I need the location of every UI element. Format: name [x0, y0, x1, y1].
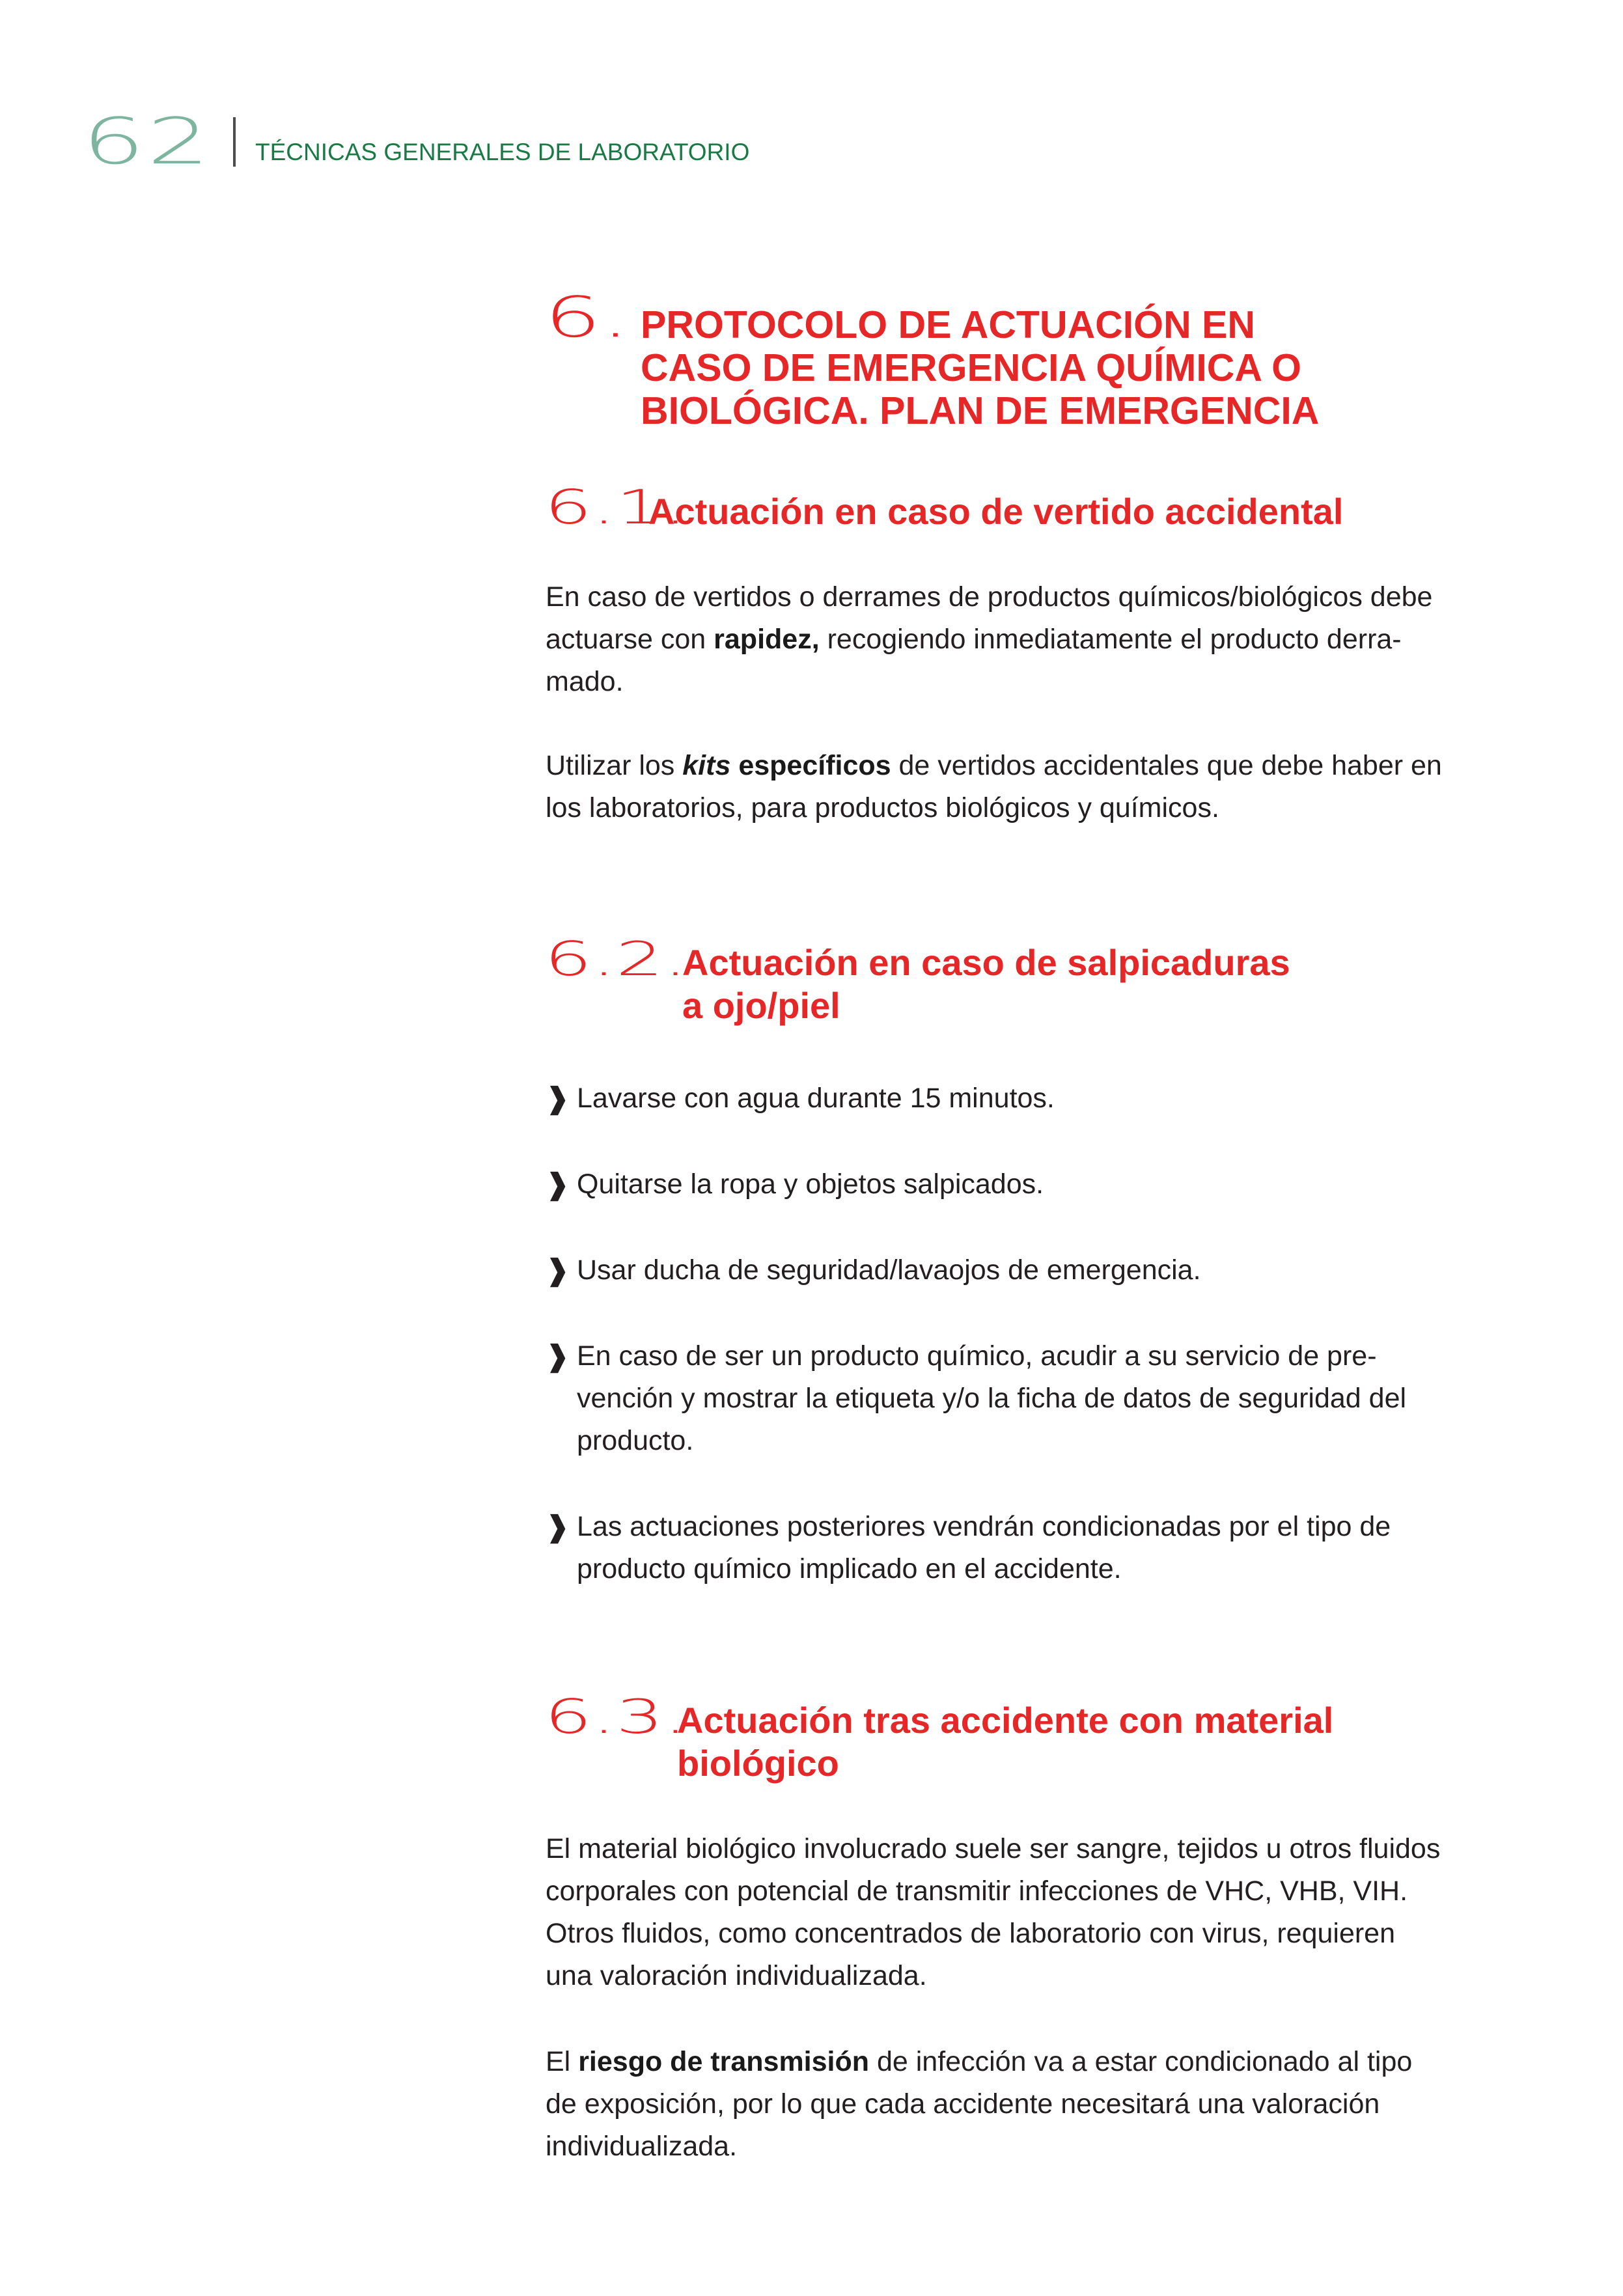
- section-6-1-title: Actuación en caso de vertido accidental: [648, 491, 1344, 532]
- bold-kits: kits: [682, 750, 731, 781]
- bullet-item: [546, 1077, 1484, 1120]
- section-6-3-heading: [544, 1689, 1521, 1785]
- text-line: corporales con potencial de transmitir infecciones de VHC, VHB, VIH.: [546, 1875, 1408, 1907]
- text-line: de exposición, por lo que cada accidente necesitará una valoración: [546, 2088, 1380, 2120]
- bullet-chevron-icon: ❱: [546, 1083, 570, 1114]
- section-6-2-title-line: a ojo/piel: [682, 985, 840, 1026]
- section-6-3-title-line: biológico: [677, 1743, 839, 1784]
- text-line: mado.: [546, 666, 624, 697]
- section-6-title: [641, 303, 1319, 432]
- bullet-chevron-icon: ❱: [546, 1169, 570, 1200]
- text-line: individualizada.: [546, 2131, 738, 2162]
- bullet-item: [546, 1249, 1484, 1292]
- bold-especificos: específicos: [730, 750, 891, 781]
- bullet-text: Usar ducha de seguridad/lavaojos de emergencia.: [577, 1254, 1201, 1286]
- running-title: TÉCNICAS GENERALES DE LABORATORIO: [255, 139, 750, 165]
- s63-paragraph-2: [546, 2041, 1484, 2168]
- bold-rapidez: rapidez,: [714, 624, 820, 655]
- bullet-text-line: En caso de ser un producto químico, acudir a su servicio de pre-: [577, 1340, 1377, 1372]
- section-6-3-title-line: Actuación tras accidente con material: [677, 1700, 1334, 1741]
- section-6-2-title-line: Actuación en caso de salpicaduras: [682, 942, 1290, 983]
- bullet-item: [546, 1163, 1484, 1206]
- section-6-heading: [544, 285, 1521, 441]
- bullet-item: [546, 1335, 1484, 1462]
- section-6-title-line: BIOLÓGICA. PLAN DE EMERGENCIA: [641, 389, 1320, 432]
- section-6-1-number: 6.1.: [544, 480, 687, 534]
- bullet-text-line: Las actuaciones posteriores vendrán condicionadas por el tipo de: [577, 1511, 1391, 1542]
- bullet-text-line: vención y mostrar la etiqueta y/o la ficha de datos de seguridad del: [577, 1383, 1407, 1414]
- section-6-title-line: CASO DE EMERGENCIA QUÍMICA O: [641, 346, 1302, 389]
- text-line: actuarse con rapidez, recogiendo inmediatamente el producto derra-: [546, 624, 1402, 655]
- section-6-title-line: PROTOCOLO DE ACTUACIÓN EN: [641, 303, 1256, 346]
- header-divider: [233, 117, 236, 167]
- bullet-text-line: producto químico implicado en el accidente.: [577, 1553, 1122, 1584]
- page-number: 62: [82, 105, 212, 179]
- section-6-2-heading: [544, 932, 1521, 1027]
- text-line: En caso de vertidos o derrames de productos químicos/biológicos debe: [546, 581, 1433, 613]
- bullet-chevron-icon: ❱: [546, 1340, 570, 1372]
- bullet-text: Quitarse la ropa y objetos salpicados.: [577, 1169, 1044, 1200]
- bold-riesgo: riesgo de transmisión: [578, 2046, 870, 2077]
- section-6-number: 6.: [544, 285, 630, 350]
- s61-paragraph-1: [546, 576, 1484, 703]
- bullet-item: [546, 1506, 1484, 1590]
- section-6-1-heading: [544, 480, 1521, 536]
- text-line: El riesgo de transmisión de infección va a estar condicionado al tipo: [546, 2046, 1413, 2077]
- section-6-3-number: 6.3.: [544, 1689, 687, 1744]
- bullet-chevron-icon: ❱: [546, 1254, 570, 1286]
- section-6-2-title: [682, 941, 1290, 1027]
- s61-paragraph-2: [546, 745, 1484, 829]
- bullet-text: Lavarse con agua durante 15 minutos.: [577, 1083, 1055, 1114]
- text-line: los laboratorios, para productos biológicos y químicos.: [546, 792, 1219, 823]
- section-6-3-title: [677, 1699, 1333, 1785]
- bullet-chevron-icon: ❱: [546, 1511, 570, 1543]
- text-line: Utilizar los kits específicos de vertidos accidentales que debe haber en: [546, 750, 1442, 781]
- text-line: una valoración individualizada.: [546, 1960, 927, 1991]
- section-6-2-number: 6.2.: [544, 932, 687, 986]
- text-line: Otros fluidos, como concentrados de laboratorio con virus, requieren: [546, 1918, 1396, 1949]
- text-line: El material biológico involucrado suele ser sangre, tejidos u otros fluidos: [546, 1833, 1441, 1864]
- s63-paragraph-1: [546, 1828, 1484, 1997]
- bullet-text-line: producto.: [577, 1425, 694, 1456]
